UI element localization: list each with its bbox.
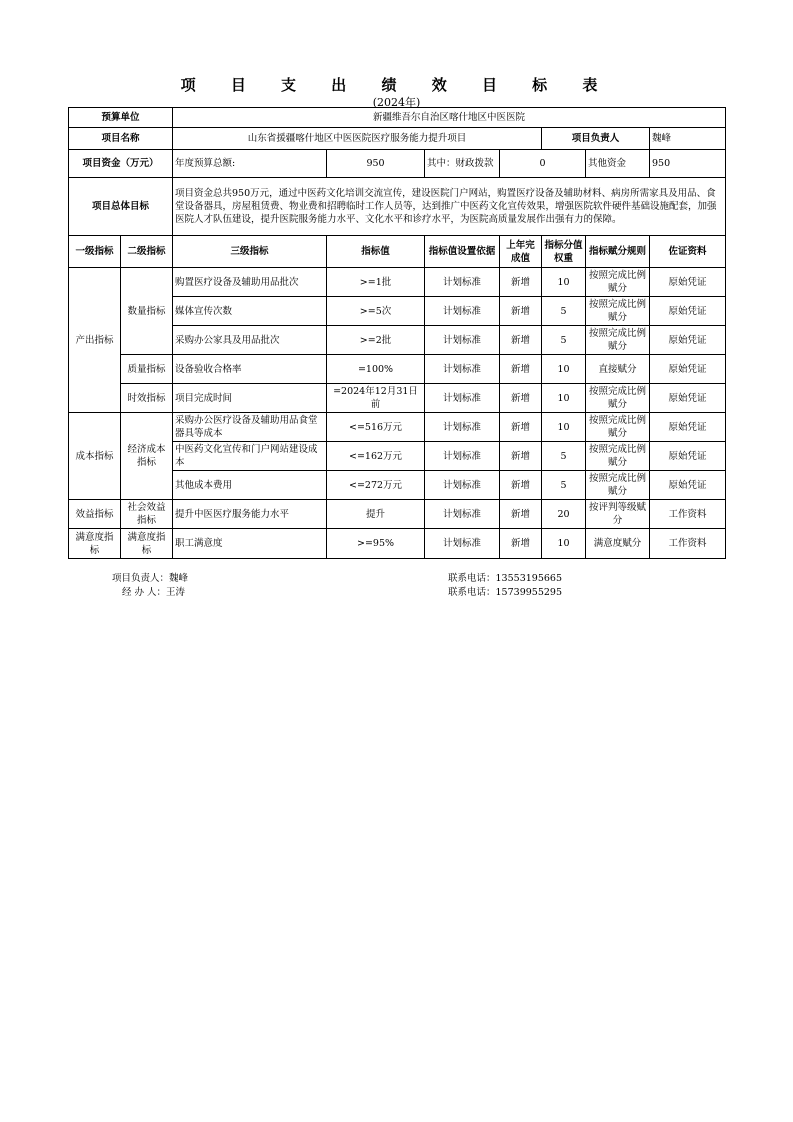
indicator-value: <=272万元 xyxy=(327,471,425,500)
table-row xyxy=(69,500,726,529)
indicator-last-year: 新增 xyxy=(500,413,542,442)
project-name-value: 山东省援疆喀什地区中医医院医疗服务能力提升项目 xyxy=(173,128,542,150)
indicator-basis: 计划标准 xyxy=(425,297,500,326)
footer-phone-1 xyxy=(448,572,562,585)
indicator-name: 项目完成时间 xyxy=(173,384,327,413)
performance-target-table xyxy=(68,107,726,559)
indicator-evidence: 原始凭证 xyxy=(650,471,726,500)
indicator-basis: 计划标准 xyxy=(425,326,500,355)
group-satisfaction-sub: 满意度指标 xyxy=(121,529,173,559)
group-output-quantity: 数量指标 xyxy=(121,268,173,355)
group-satisfaction: 满意度指标 xyxy=(69,529,121,559)
project-leader-label: 项目负责人 xyxy=(542,128,650,150)
indicator-last-year: 新增 xyxy=(500,297,542,326)
indicator-evidence: 原始凭证 xyxy=(650,326,726,355)
indicator-last-year: 新增 xyxy=(500,326,542,355)
col-rule: 指标赋分规则 xyxy=(586,236,650,268)
indicator-value: <=516万元 xyxy=(327,413,425,442)
footer-leader xyxy=(112,572,188,585)
indicator-rule: 按照完成比例赋分 xyxy=(586,268,650,297)
indicator-evidence: 原始凭证 xyxy=(650,355,726,384)
indicator-weight: 10 xyxy=(542,529,586,559)
indicator-name: 设备验收合格率 xyxy=(173,355,327,384)
overall-goal-text: 项目资金总共950万元，通过中医药文化培训交流宣传，建设医院门户网站，购置医疗设备及辅助材料、病房所需家具及用品、食堂设备器具，房屋租赁费、物业费和招聘临时工作人员等，达到推广中医药文化宣传效果，增强医院软件硬件基础设施配套，加强医院人才队伍建设，提升医院服务能力水平、文化水平和诊疗水平，为医院高质量发展作出强有力的保障。 xyxy=(173,178,726,236)
indicator-weight: 5 xyxy=(542,326,586,355)
footer-handler-value: 王涛 xyxy=(166,587,186,598)
footer-handler xyxy=(122,586,185,599)
indicator-name: 媒体宣传次数 xyxy=(173,297,327,326)
other-funds-label: 其他资金 xyxy=(586,150,650,178)
col-weight: 指标分值权重 xyxy=(542,236,586,268)
annual-budget-label: 年度预算总额: xyxy=(173,150,327,178)
group-cost: 成本指标 xyxy=(69,413,121,500)
group-benefit: 效益指标 xyxy=(69,500,121,529)
indicator-evidence: 原始凭证 xyxy=(650,384,726,413)
indicator-rule: 直接赋分 xyxy=(586,355,650,384)
indicator-name: 采购办公家具及用品批次 xyxy=(173,326,327,355)
indicator-last-year: 新增 xyxy=(500,500,542,529)
indicator-value: >=5次 xyxy=(327,297,425,326)
indicator-evidence: 原始凭证 xyxy=(650,268,726,297)
indicator-weight: 10 xyxy=(542,413,586,442)
col-basis: 指标值设置依据 xyxy=(425,236,500,268)
col-value: 指标值 xyxy=(327,236,425,268)
other-funds-value: 950 xyxy=(650,150,726,178)
page-title: 项 目 支 出 绩 效 目 标 表 xyxy=(180,76,613,94)
indicator-name: 购置医疗设备及辅助用品批次 xyxy=(173,268,327,297)
indicator-weight: 10 xyxy=(542,355,586,384)
indicator-value: >=1批 xyxy=(327,268,425,297)
indicator-evidence: 原始凭证 xyxy=(650,297,726,326)
indicator-name: 职工满意度 xyxy=(173,529,327,559)
year-subtitle: (2024年) xyxy=(372,96,421,109)
indicator-last-year: 新增 xyxy=(500,355,542,384)
indicator-basis: 计划标准 xyxy=(425,442,500,471)
indicator-last-year: 新增 xyxy=(500,529,542,559)
indicator-weight: 5 xyxy=(542,297,586,326)
group-output: 产出指标 xyxy=(69,268,121,413)
indicator-rule: 按照完成比例赋分 xyxy=(586,442,650,471)
indicator-weight: 20 xyxy=(542,500,586,529)
indicator-weight: 10 xyxy=(542,268,586,297)
footer-phone-value-2: 15739955295 xyxy=(495,587,563,598)
indicator-value: =2024年12月31日前 xyxy=(327,384,425,413)
indicator-basis: 计划标准 xyxy=(425,413,500,442)
indicator-evidence: 原始凭证 xyxy=(650,413,726,442)
project-leader-value: 魏峰 xyxy=(650,128,726,150)
col-level2: 二级指标 xyxy=(121,236,173,268)
table-row xyxy=(69,529,726,559)
indicator-last-year: 新增 xyxy=(500,268,542,297)
budget-unit-value: 新疆维吾尔自治区喀什地区中医医院 xyxy=(173,108,726,128)
indicator-value: 提升 xyxy=(327,500,425,529)
indicator-rule: 按照完成比例赋分 xyxy=(586,297,650,326)
indicator-name: 其他成本费用 xyxy=(173,471,327,500)
group-benefit-social: 社会效益指标 xyxy=(121,500,173,529)
indicator-basis: 计划标准 xyxy=(425,355,500,384)
indicator-evidence: 工作资料 xyxy=(650,500,726,529)
indicator-rule: 按照完成比例赋分 xyxy=(586,413,650,442)
indicator-rule: 按照完成比例赋分 xyxy=(586,326,650,355)
indicator-value: <=162万元 xyxy=(327,442,425,471)
indicator-rule: 满意度赋分 xyxy=(586,529,650,559)
indicator-basis: 计划标准 xyxy=(425,529,500,559)
group-output-quality: 质量指标 xyxy=(121,355,173,384)
overall-goal-label: 项目总体目标 xyxy=(69,178,173,236)
indicator-value: >=95% xyxy=(327,529,425,559)
indicator-last-year: 新增 xyxy=(500,442,542,471)
indicator-value: =100% xyxy=(327,355,425,384)
indicator-evidence: 原始凭证 xyxy=(650,442,726,471)
indicator-rule: 按照完成比例赋分 xyxy=(586,471,650,500)
indicator-rule: 按评判等级赋分 xyxy=(586,500,650,529)
indicator-weight: 5 xyxy=(542,471,586,500)
indicator-rule: 按照完成比例赋分 xyxy=(586,384,650,413)
project-name-label: 项目名称 xyxy=(69,128,173,150)
footer-phone-label-2: 联系电话： xyxy=(448,587,496,598)
indicator-name: 提升中医医疗服务能力水平 xyxy=(173,500,327,529)
table-row xyxy=(69,384,726,413)
footer-leader-label: 项目负责人： xyxy=(112,573,170,584)
group-output-time: 时效指标 xyxy=(121,384,173,413)
table-row xyxy=(69,268,726,297)
indicator-value: >=2批 xyxy=(327,326,425,355)
indicator-basis: 计划标准 xyxy=(425,471,500,500)
footer-phone-2 xyxy=(448,586,562,599)
budget-unit-label: 预算单位 xyxy=(69,108,173,128)
fiscal-label: 其中：财政拨款 xyxy=(425,150,500,178)
indicator-name: 中医药文化宣传和门户网站建设成本 xyxy=(173,442,327,471)
indicator-basis: 计划标准 xyxy=(425,500,500,529)
footer-leader-value: 魏峰 xyxy=(169,573,189,584)
col-last-year: 上年完成值 xyxy=(500,236,542,268)
col-evidence: 佐证资料 xyxy=(650,236,726,268)
table-row xyxy=(69,413,726,442)
indicator-weight: 5 xyxy=(542,442,586,471)
footer-handler-label: 经 办 人： xyxy=(122,587,167,598)
funds-label: 项目资金（万元） xyxy=(69,150,173,178)
annual-budget-value: 950 xyxy=(327,150,425,178)
indicator-evidence: 工作资料 xyxy=(650,529,726,559)
group-cost-economic: 经济成本指标 xyxy=(121,413,173,500)
indicator-basis: 计划标准 xyxy=(425,384,500,413)
fiscal-value: 0 xyxy=(500,150,586,178)
col-level1: 一级指标 xyxy=(69,236,121,268)
table-row xyxy=(69,355,726,384)
footer-phone-label-1: 联系电话： xyxy=(448,573,496,584)
col-level3: 三级指标 xyxy=(173,236,327,268)
indicator-basis: 计划标准 xyxy=(425,268,500,297)
indicator-last-year: 新增 xyxy=(500,471,542,500)
indicator-last-year: 新增 xyxy=(500,384,542,413)
indicator-name: 采购办公医疗设备及辅助用品食堂器具等成本 xyxy=(173,413,327,442)
indicator-weight: 10 xyxy=(542,384,586,413)
column-header-row xyxy=(69,236,726,268)
footer-phone-value-1: 13553195665 xyxy=(495,573,563,584)
